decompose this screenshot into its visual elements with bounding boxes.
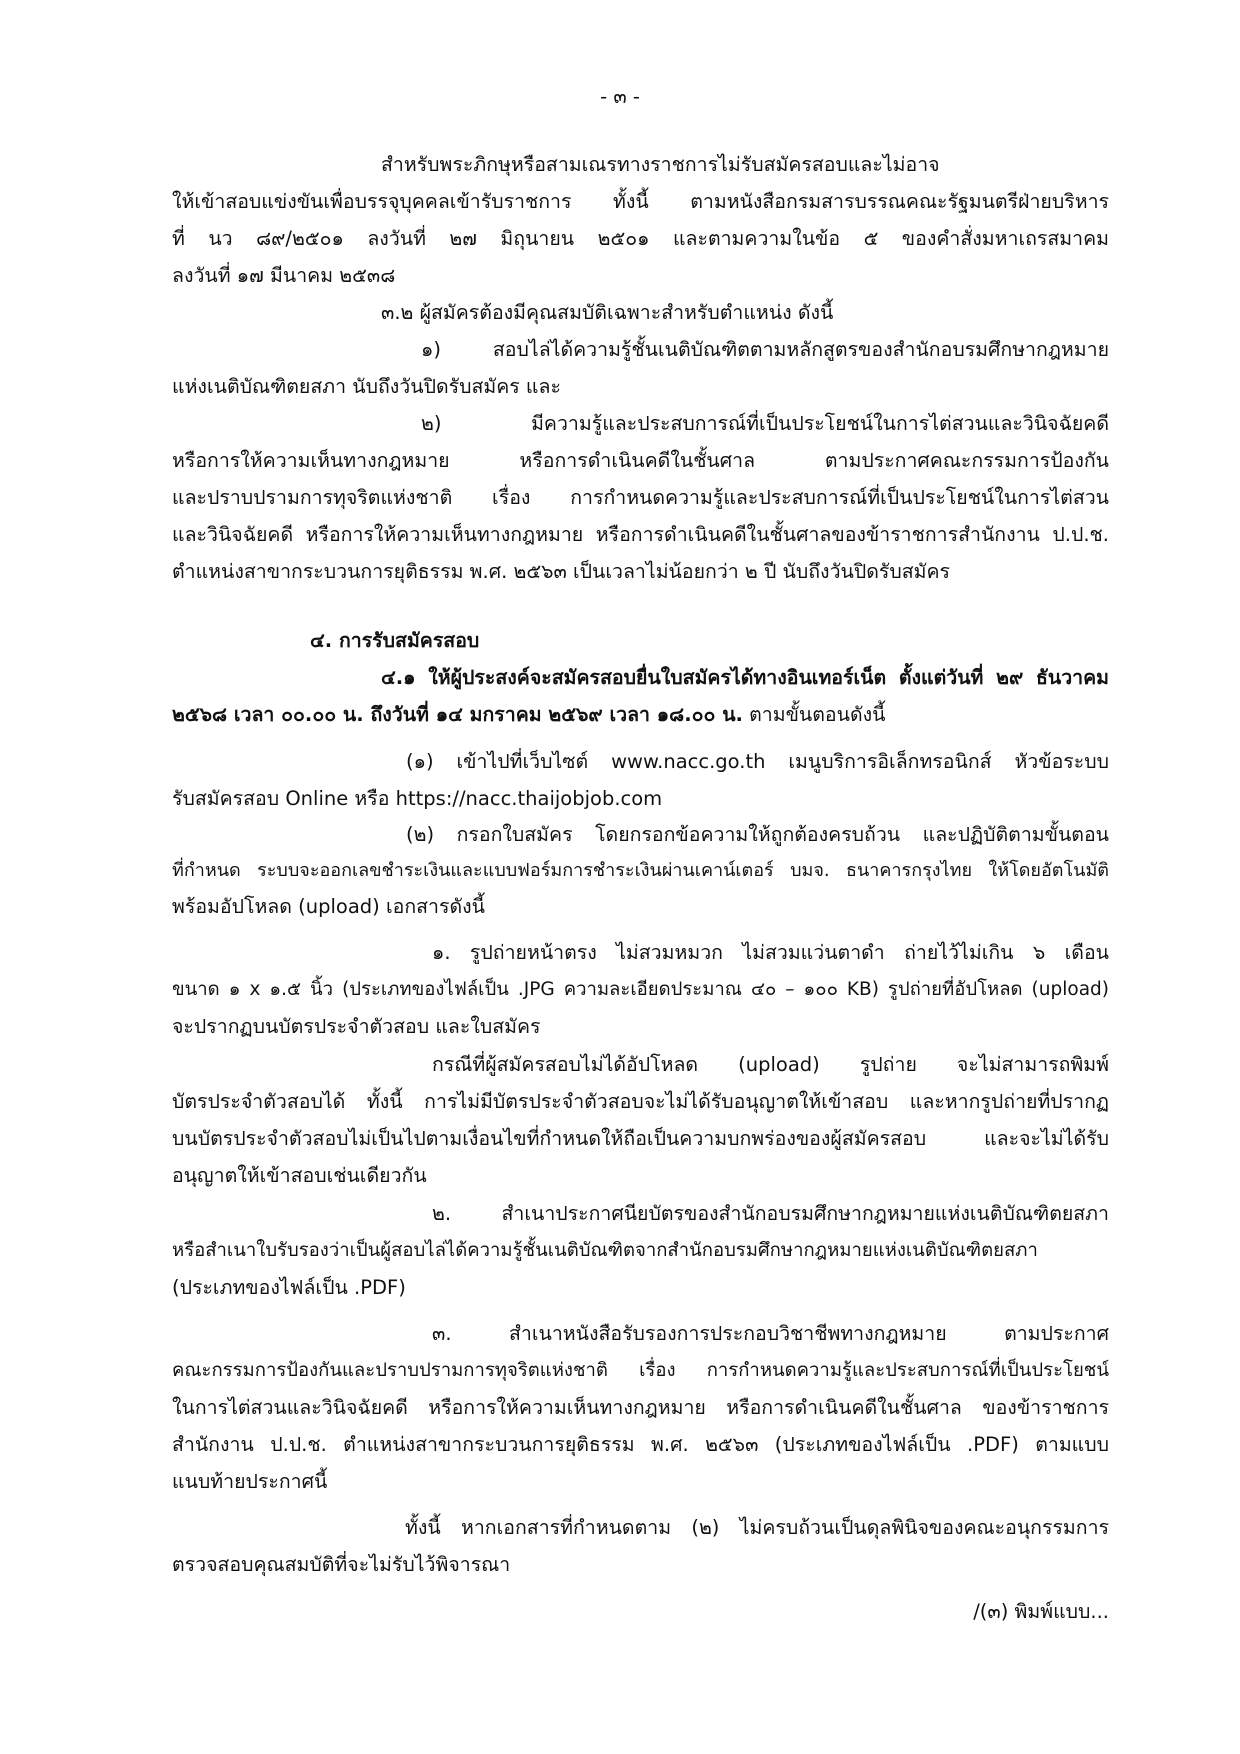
doc-item-cont: สำนักงาน ป.ป.ช. ตำแหน่งสาขากระบวนการยุติธรรม พ.ศ. ๒๕๖๓ (ประเภทของไฟล์เป็น .PDF) ตามแบบ — [172, 1433, 1109, 1456]
paragraph-line: ให้เข้าสอบแข่งขันเพื่อบรรจุบุคคลเข้ารับราชการ ทั้งนี้ ตามหนังสือกรมสารบรรณคณะรัฐมนตรีฝ่ายบริหาร — [172, 190, 1109, 213]
case-line-cont: บนบัตรประจำตัวสอบไม่เป็นไปตามเงื่อนไขที่กำหนดให้ถือเป็นความบกพร่องของผู้สมัครสอบ และจะไม่ได้รับ — [172, 1127, 1109, 1150]
continuation-marker: /(๓) พิมพ์แบบ... — [973, 1600, 1109, 1623]
case-line-cont: อนุญาตให้เข้าสอบเช่นเดียวกัน — [172, 1164, 427, 1187]
doc-item-cont: (ประเภทของไฟล์เป็น .PDF) — [172, 1276, 406, 1299]
application-period: ๒๕๖๘ เวลา ๐๐.๐๐ น. ถึงวันที่ ๑๔ มกราคม ๒๕๖๙ เวลา ๑๘.๐๐ น. — [172, 703, 743, 726]
doc-item-cont: แนบท้ายประกาศนี้ — [172, 1470, 328, 1493]
doc-item-cont: ในการไต่สวนและวินิจฉัยคดี หรือการให้ความเห็นทางกฎหมาย หรือการดำเนินคดีในชั้นศาล ของข้าราชการ — [172, 1396, 1109, 1419]
doc-item-cont: ขนาด ๑ x ๑.๕ นิ้ว (ประเภทของไฟล์เป็น .JPG ความละเอียดประมาณ ๔๐ – ๑๐๐ KB) รูปถ่ายที่อัปโหลด (upload) — [172, 979, 1109, 1000]
list-item: ๒) มีความรู้และประสบการณ์ที่เป็นประโยชน์ในการไต่สวนและวินิจฉัยคดี — [421, 412, 1109, 435]
paragraph-line: สำหรับพระภิกษุหรือสามเณรทางราชการไม่รับสมัครสอบและไม่อาจ — [381, 153, 940, 176]
step-line-cont: ที่กำหนด ระบบจะออกเลขชำระเงินและแบบฟอร์มการชำระเงินผ่านเคาน์เตอร์ บมจ. ธนาคารกรุงไทย ให้โดยอัตโนมัติ — [172, 860, 1109, 881]
doc-item-cont: คณะกรรมการป้องกันและปราบปรามการทุจริตแห่งชาติ เรื่อง การกำหนดความรู้และประสบการณ์ที่เป็นประโยชน์ — [172, 1360, 1109, 1381]
step-line-cont: รับสมัครสอบ Online หรือ https://nacc.thaijobjob.com — [172, 787, 663, 810]
subsection-heading: ๔.๑ ให้ผู้ประสงค์จะสมัครสอบยื่นใบสมัครได้ทางอินเทอร์เน็ต ตั้งแต่วันที่ ๒๙ ธันวาคม — [381, 666, 1109, 689]
section-heading: ๔. การรับสมัครสอบ — [310, 629, 480, 652]
case-line-cont: บัตรประจำตัวสอบได้ ทั้งนี้ การไม่มีบัตรประจำตัวสอบจะไม่ได้รับอนุญาตให้เข้าสอบ และหากรูปถ่ายที่ปรากฏ — [172, 1090, 1109, 1113]
case-line: กรณีที่ผู้สมัครสอบไม่ได้อัปโหลด (upload) รูปถ่าย จะไม่สามารถพิมพ์ — [432, 1053, 1109, 1076]
application-period-rest: ตามขั้นตอนดังนี้ — [742, 703, 886, 726]
doc-item-cont: หรือสำเนาใบรับรองว่าเป็นผู้สอบไล่ได้ความรู้ชั้นเนติบัณฑิตจากสำนักอบรมศึกษากฎหมายแห่งเนติบัณฑิตยสภา — [172, 1240, 1038, 1261]
doc-item-cont: จะปรากฏบนบัตรประจำตัวสอบ และใบสมัคร — [172, 1015, 541, 1038]
page-number: - ๓ - — [600, 85, 640, 108]
paragraph-line: ลงวันที่ ๑๗ มีนาคม ๒๕๓๘ — [172, 264, 396, 287]
list-item-cont: และปราบปรามการทุจริตแห่งชาติ เรื่อง การกำหนดความรู้และประสบการณ์ที่เป็นประโยชน์ในการไต่สวน — [172, 486, 1109, 509]
step-line-cont: พร้อมอัปโหลด (upload) เอกสารดังนี้ — [172, 895, 485, 918]
list-item-cont: ตำแหน่งสาขากระบวนการยุติธรรม พ.ศ. ๒๕๖๓ เป็นเวลาไม่น้อยกว่า ๒ ปี นับถึงวันปิดรับสมัคร — [172, 560, 951, 583]
list-item-cont: และวินิจฉัยคดี หรือการให้ความเห็นทางกฎหมาย หรือการดำเนินคดีในชั้นศาลของข้าราชการสำนักงาน ป.ป.ช. — [172, 523, 1109, 546]
step-line: (๑) เข้าไปที่เว็บไซต์ www.nacc.go.th เมนูบริการอิเล็กทรอนิกส์ หัวข้อระบบ — [406, 750, 1109, 773]
list-item-cont: แห่งเนติบัณฑิตยสภา นับถึงวันปิดรับสมัคร และ — [172, 375, 561, 398]
doc-item: ๒. สำเนาประกาศนียบัตรของสำนักอบรมศึกษากฎหมายแห่งเนติบัณฑิตยสภา — [432, 1202, 1109, 1225]
section-heading: ๓.๒ ผู้สมัครต้องมีคุณสมบัติเฉพาะสำหรับตำแหน่ง ดังนี้ — [381, 301, 834, 324]
note-line-cont: ตรวจสอบคุณสมบัติที่จะไม่รับไว้พิจารณา — [172, 1553, 511, 1576]
subsection-line — [172, 702, 885, 728]
list-item: ๑) สอบไล่ได้ความรู้ชั้นเนติบัณฑิตตามหลักสูตรของสำนักอบรมศึกษากฎหมาย — [421, 338, 1109, 361]
list-item-cont: หรือการให้ความเห็นทางกฎหมาย หรือการดำเนินคดีในชั้นศาล ตามประกาศคณะกรรมการป้องกัน — [172, 449, 1109, 472]
doc-item: ๓. สำเนาหนังสือรับรองการประกอบวิชาชีพทางกฎหมาย ตามประกาศ — [432, 1322, 1109, 1345]
doc-item: ๑. รูปถ่ายหน้าตรง ไม่สวมหมวก ไม่สวมแว่นตาดำ ถ่ายไว้ไม่เกิน ๖ เดือน — [432, 941, 1109, 964]
paragraph-line: ที่ นว ๘๙/๒๕๐๑ ลงวันที่ ๒๗ มิถุนายน ๒๕๐๑ และตามความในข้อ ๕ ของคำสั่งมหาเถรสมาคม — [172, 227, 1109, 250]
step-line: (๒) กรอกใบสมัคร โดยกรอกข้อความให้ถูกต้องครบถ้วน และปฏิบัติตามขั้นตอน — [406, 823, 1109, 846]
note-line: ทั้งนี้ หากเอกสารที่กำหนดตาม (๒) ไม่ครบถ้วนเป็นดุลพินิจของคณะอนุกรรมการ — [405, 1516, 1109, 1539]
